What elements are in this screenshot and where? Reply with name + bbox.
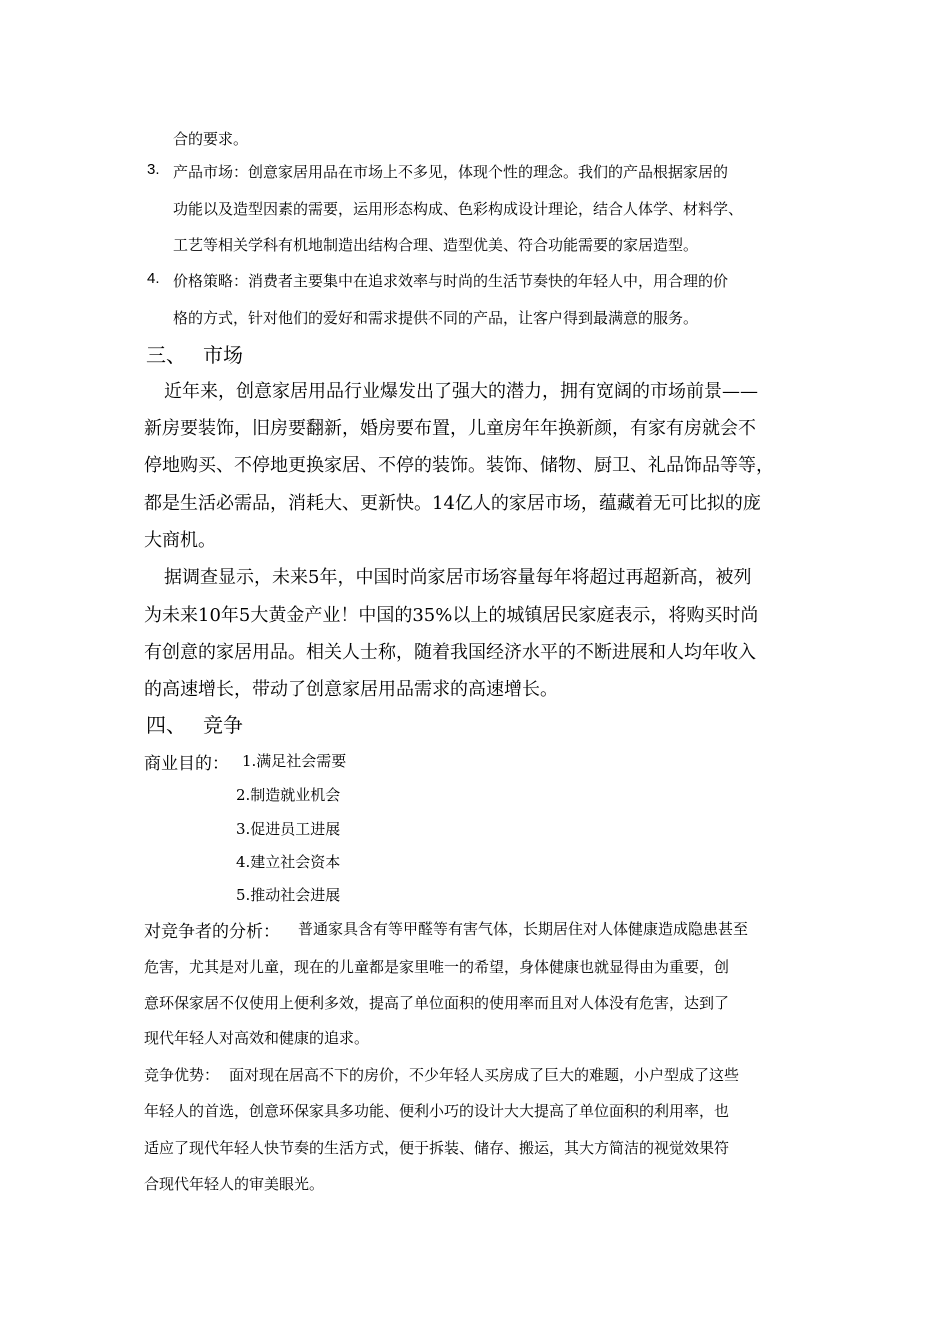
- paragraph-line: 意环保家居不仅使用上便利多效，提高了单位面积的使用率而且对人体没有危害，达到了: [144, 994, 730, 1012]
- section-number: 三、: [146, 343, 186, 367]
- paragraph-line: 大商机。: [144, 530, 216, 551]
- list-item-line: 产品市场：创意家居用品在市场上不多见，体现个性的理念。我们的产品根据家居的: [173, 163, 729, 181]
- goal-item: 3.促进员工进展: [236, 820, 341, 838]
- paragraph-line: 合现代年轻人的审美眼光。: [144, 1175, 325, 1193]
- paragraph-line: 据调查显示，未来5年，中国时尚家居市场容量每年将超过再超新高，被列: [164, 567, 752, 588]
- list-item-number: 4.: [147, 270, 160, 287]
- paragraph-line: 适应了现代年轻人快节奏的生活方式，便于拆装、储存、搬运，其大方简洁的视觉效果符: [144, 1139, 730, 1157]
- list-item-line: 格的方式，针对他们的爱好和需求提供不同的产品，让客户得到最满意的服务。: [173, 309, 699, 327]
- paragraph-line: 的高速增长，带动了创意家居用品需求的高速增长。: [144, 679, 558, 700]
- list-item-line: 工艺等相关学科有机地制造出结构合理、造型优美、符合功能需要的家居造型。: [173, 236, 699, 254]
- goal-item: 4.建立社会资本: [236, 853, 341, 871]
- section-title: 市场: [203, 343, 243, 367]
- list-item-continuation: 合的要求。: [173, 130, 249, 148]
- paragraph-line: 现代年轻人对高效和健康的追求。: [144, 1029, 370, 1047]
- goals-label: 商业目的：: [144, 754, 229, 774]
- goal-item: 5.推动社会进展: [236, 886, 341, 904]
- paragraph-line: 新房要装饰，旧房要翻新，婚房要布置，儿童房年年换新颜，有家有房就会不: [144, 418, 756, 439]
- section-number: 四、: [146, 713, 186, 737]
- paragraph-line: 有创意的家居用品。相关人士称，随着我国经济水平的不断进展和人均年收入: [144, 642, 756, 663]
- paragraph-line: 面对现在居高不下的房价，不少年轻人买房成了巨大的难题，小户型成了这些: [229, 1066, 740, 1084]
- goal-item: 1.满足社会需要: [242, 752, 347, 770]
- paragraph-line: 为未来10年5大黄金产业！中国的35%以上的城镇居民家庭表示，将购买时尚: [144, 605, 759, 626]
- paragraph-line: 近年来，创意家居用品行业爆发出了强大的潜力，拥有宽阔的市场前景——: [164, 381, 758, 402]
- section-title: 竞争: [203, 713, 243, 737]
- list-item-line: 功能以及造型因素的需要，运用形态构成、色彩构成设计理论，结合人体学、材料学、: [173, 200, 744, 218]
- paragraph-line: 普通家具含有等甲醛等有害气体，长期居住对人体健康造成隐患甚至: [298, 920, 749, 938]
- paragraph-line: 年轻人的首选，创意环保家具多功能、便利小巧的设计大大提高了单位面积的利用率，也: [144, 1102, 730, 1120]
- list-item-line: 价格策略：消费者主要集中在追求效率与时尚的生活节奏快的年轻人中，用合理的价: [173, 272, 729, 290]
- paragraph-line: 停地购买、不停地更换家居、不停的装饰。装饰、储物、厨卫、礼品饰品等等，: [144, 455, 774, 476]
- goal-item: 2.制造就业机会: [236, 786, 341, 804]
- advantage-label: 竞争优势：: [144, 1066, 220, 1084]
- paragraph-line: 都是生活必需品，消耗大、更新快。14亿人的家居市场，蕴藏着无可比拟的庞: [144, 493, 761, 514]
- list-item-number: 3.: [147, 161, 160, 178]
- paragraph-line: 危害，尤其是对儿童，现在的儿童都是家里唯一的希望，身体健康也就显得由为重要，创: [144, 958, 730, 976]
- analysis-label: 对竞争者的分析：: [144, 922, 280, 942]
